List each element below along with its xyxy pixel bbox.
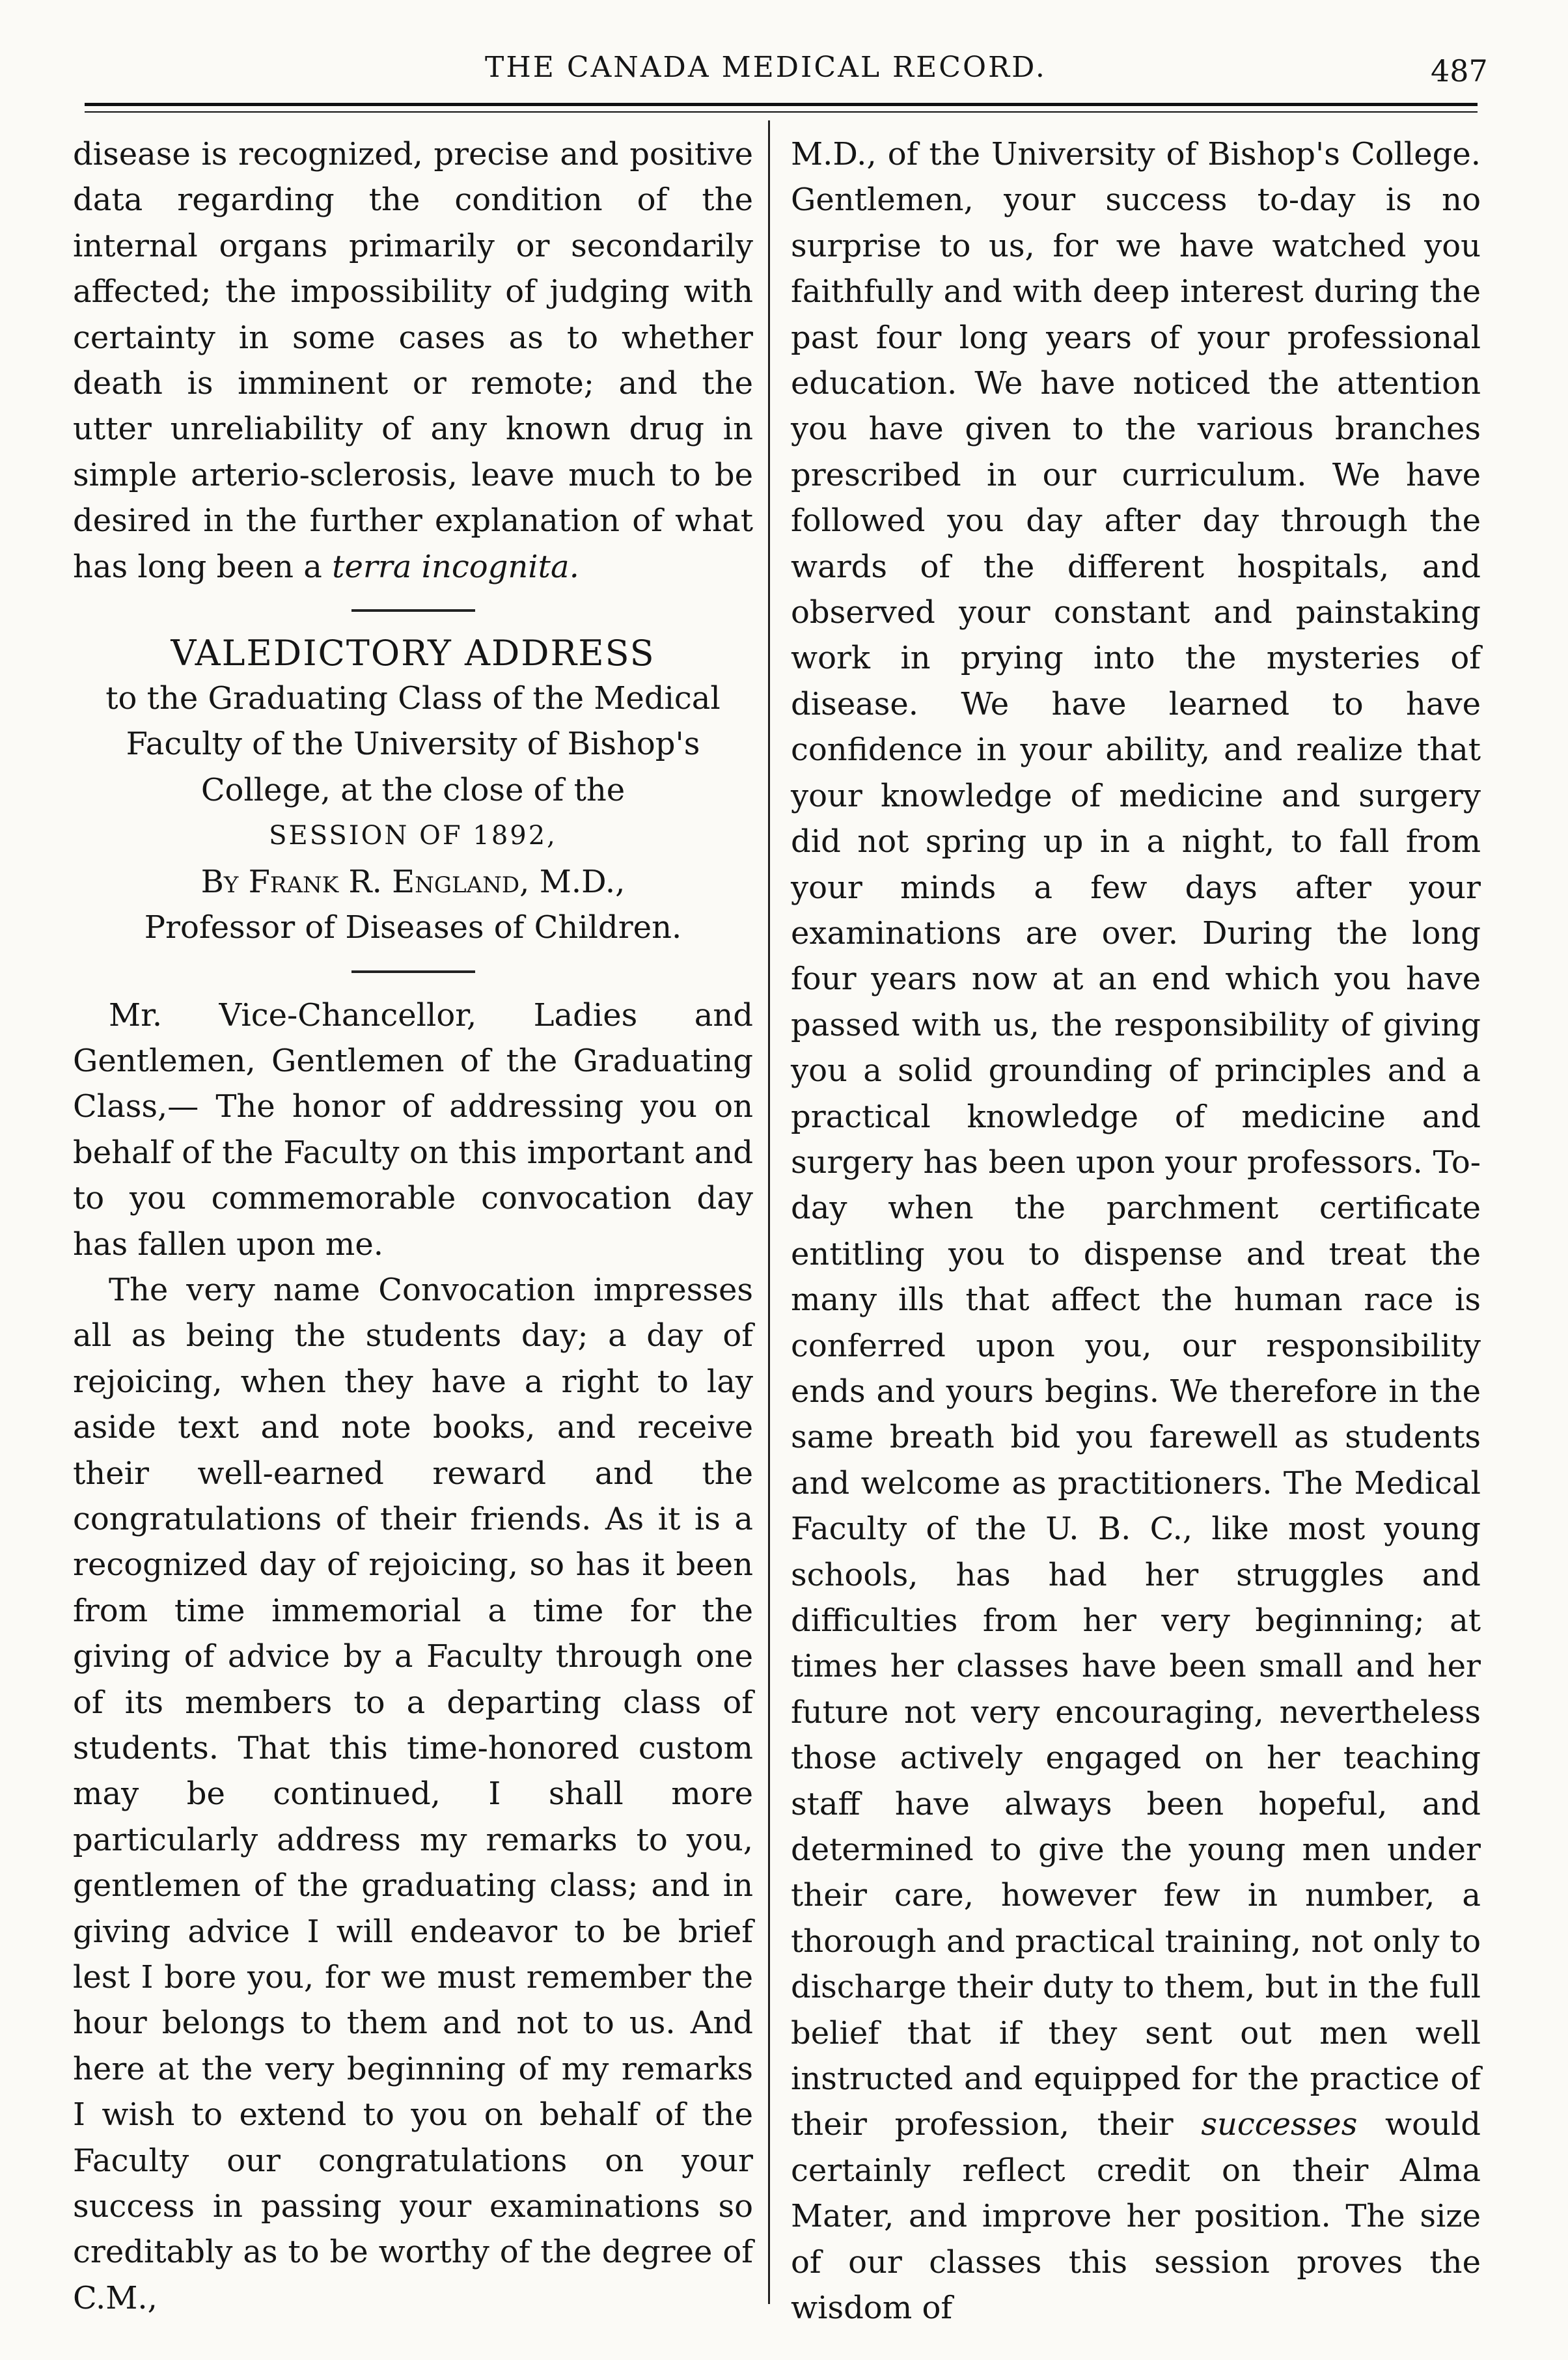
address-subtitle-line2: College, at the close of the: [200, 771, 626, 808]
opening-paragraph: [73, 131, 753, 590]
address-author-title: Professor of Diseases of Children.: [144, 909, 682, 946]
successes-word: successes: [1201, 2106, 1358, 2143]
right-column: [791, 131, 1481, 2331]
section-rule-top: [351, 609, 475, 612]
header-rule-thick: [85, 103, 1478, 106]
address-heading: [73, 631, 753, 950]
address-session: SESSION OF 1892,: [269, 821, 557, 851]
address-title: VALEDICTORY ADDRESS: [171, 633, 655, 674]
running-title: THE CANADA MEDICAL RECORD.: [485, 51, 1047, 84]
salutation-paragraph: Mr. Vice-Chancellor, Ladies and Gentlemen, Gentlemen of the Graduating Class,— The honor of addressing you on behalf of the Faculty on this important and to you commemorable convocation day has fallen upon me.: [73, 996, 753, 1263]
page-header: [0, 39, 1568, 91]
convocation-paragraph: The very name Convocation impresses all as being the students day; a day of rejoicing, when they have a right to lay aside text and note books, and receive their well-earned reward and the congratulations of their friends. As it is a recognized day of rejoicing, so has it been from time immemorial a time for the giving of advice by a Faculty through one of its members to a departing class of students. That this time-honored custom may be continued, I shall more particularly address my remarks to you, gentlemen of the graduating class; and in giving advice I will endeavor to be brief lest I bore you, for we must remember the hour belongs to them and not to us. And here at the very beginning of my remarks I wish to extend to you on behalf of the Faculty our congratulations on your success in passing your examinations so creditably as to be worthy of the degree of C.M.,: [73, 1271, 753, 2316]
right-paragraph-text: M.D., of the University of Bishop's College. Gentlemen, your success to-day is no surprise to us, for we have watched you faithfully and with deep interest during the past four long years of your professional education. We have noticed the attention you have given to the various branches prescribed in our curriculum. We have followed you day after day through the wards of the different hospitals, and observed your constant and painstaking work in prying into the mysteries of disease. We have learned to have confidence in your ability, and realize that your knowledge of medicine and surgery did not spring up in a night, to fall from your minds a few days after your examinations are over. During the long four years now at an end which you have passed with us, the responsibility of giving you a solid grounding of principles and a practical knowledge of medicine and surgery has been upon your professors. To-day when the parchment certificate entitling you to dispense and treat the many ills that affect the human race is conferred upon you, our responsibility ends and yours begins. We therefore in the same breath bid you farewell as students and welcome as practitioners. The Medical Faculty of the U. B. C., like most young schools, has had her struggles and difficulties from her very beginning; at times her classes have been small and her future not very encouraging, nevertheless those actively engaged on her teaching staff have always been hopeful, and determined to give the young men under their care, however few in number, a thorough and practical training, not only to discharge their duty to them, but in the full belief that if they sent out men well instructed and equipped for the practice of their profession, their: [791, 136, 1481, 2143]
address-author: By Frank R. England, M.D.,: [200, 863, 626, 900]
address-subtitle-line1: to the Graduating Class of the Medical Faculty of the University of Bishop's: [105, 680, 721, 763]
right-paragraph-end: would certainly reflect credit on their Alma Mater, and improve her position. The size of our classes this session proves the wisdom of: [791, 2106, 1481, 2327]
page-number: 487: [1431, 53, 1488, 89]
right-paragraph: [791, 131, 1481, 2331]
header-rule-thin: [85, 111, 1478, 113]
section-rule-bottom: [351, 970, 475, 973]
latin-phrase: terra incognita.: [332, 548, 579, 585]
opening-paragraph-text: disease is recognized, precise and positive data regarding the condition of the internal organs primarily or secondarily affected; the impossibility of judging with certainty in some cases as to whether death is imminent or remote; and the utter unreliability of any known drug in simple arterio-sclerosis, leave much to be desired in the further explanation of what has long been a: [73, 136, 753, 585]
left-column: [73, 131, 753, 2321]
column-divider: [768, 120, 770, 2304]
